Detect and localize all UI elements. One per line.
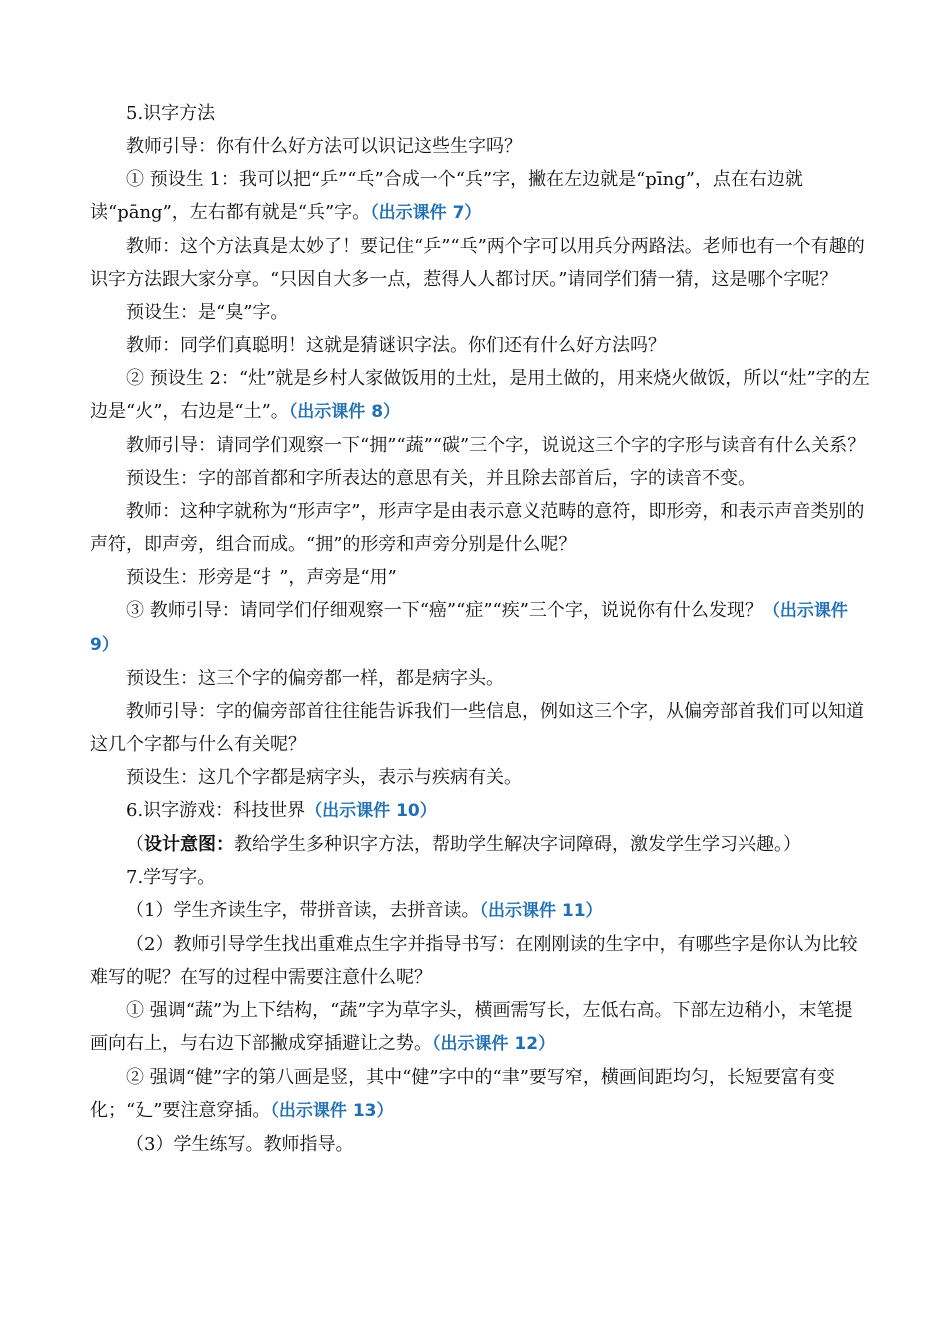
- paragraph: 教师引导：你有什么好方法可以识记这些生字吗？: [126, 136, 522, 157]
- paragraph: （3）学生练写。教师指导。: [126, 1134, 354, 1155]
- section-heading-6: 6.识字游戏：科技世界（出示课件 10）: [126, 800, 437, 821]
- paragraph: 预设生：是“臭”字。: [126, 302, 289, 323]
- courseware-note: （出示课件 11）: [479, 901, 603, 921]
- paragraph: 预设生：字的部首都和字所表达的意思有关，并且除去部首后，字的读音不变。: [126, 468, 756, 489]
- paragraph: 教师：这种字就称为“形声字”，形声字是由表示意义范畴的意符，即形旁，和表示声音类别的声符，即声旁，组合而成。“拥”的形旁和声旁分别是什么呢？: [90, 501, 865, 555]
- courseware-note: （出示课件 13）: [270, 1101, 394, 1121]
- paragraph: ② 强调“健”字的第八画是竖，其中“健”字中的“聿”要写窄，横画间距均匀，长短要富有变化；“廴”要注意穿插。（出示课件 13）: [90, 1067, 835, 1121]
- paragraph: 预设生：这几个字都是病字头，表示与疾病有关。: [126, 767, 522, 788]
- paragraph: 预设生：这三个字的偏旁都一样，都是病字头。: [126, 668, 504, 689]
- paragraph: ① 预设生 1：我可以把“乒”“乓”合成一个“兵”字，撇在左边就是“pīng”，点在右边就读“pāng”，左右都有就是“兵”字。（出示课件 7）: [90, 169, 803, 223]
- courseware-note: （出示课件 10）: [305, 801, 437, 821]
- paragraph: 教师：这个方法真是太妙了！要记住“乒”“乓”两个字可以用兵分两路法。老师也有一个有趣的识字方法跟大家分享。“只因自大多一点，惹得人人都讨厌。”请同学们猜一猜，这是哪个字呢？: [90, 236, 865, 290]
- paragraph: （1）学生齐读生字，带拼音读，去拼音读。（出示课件 11）: [126, 900, 603, 921]
- courseware-note: （出示课件 9）: [90, 601, 848, 655]
- paragraph: （2）教师引导学生找出重难点生字并指导书写：在刚刚读的生字中，有哪些字是你认为比较难写的呢？在写的过程中需要注意什么呢？: [90, 934, 858, 988]
- document-body: [90, 97, 870, 1161]
- courseware-note: （出示课件 8）: [288, 402, 401, 422]
- paragraph: 教师：同学们真聪明！这就是猜谜识字法。你们还有什么好方法吗？: [126, 335, 666, 356]
- paragraph: ③ 教师引导：请同学们仔细观察一下“癌”“症”“疾”三个字，说说你有什么发现？（出示课件 9）: [90, 600, 848, 655]
- paragraph: ② 预设生 2：“灶”就是乡村人家做饭用的土灶，是用土做的，用来烧火做饭，所以“灶”字的左边是“火”，右边是“土”。（出示课件 8）: [90, 368, 870, 422]
- paragraph: ① 强调“蔬”为上下结构，“蔬”字为草字头，横画需写长，左低右高。下部左边稍小，末笔提画向右上，与右边下部撇成穿插避让之势。（出示课件 12）: [90, 1000, 853, 1054]
- courseware-note: （出示课件 12）: [432, 1034, 556, 1054]
- section-heading-5: 5.识字方法: [126, 103, 216, 124]
- paragraph: 教师引导：请同学们观察一下“拥”“蔬”“碳”三个字，说说这三个字的字形与读音有什么关系？: [126, 435, 866, 456]
- design-intent: （设计意图：教给学生多种识字方法，帮助学生解决字词障碍，激发学生学习兴趣。）: [126, 834, 801, 855]
- courseware-note: （出示课件 7）: [370, 203, 482, 223]
- section-heading-7: 7.学写字。: [126, 867, 216, 888]
- paragraph: 预设生：形旁是“扌”，声旁是“用”: [126, 567, 397, 588]
- paragraph: 教师引导：字的偏旁部首往往能告诉我们一些信息，例如这三个字，从偏旁部首我们可以知道这几个字都与什么有关呢？: [90, 701, 864, 755]
- design-intent-label: 设计意图：: [144, 834, 234, 855]
